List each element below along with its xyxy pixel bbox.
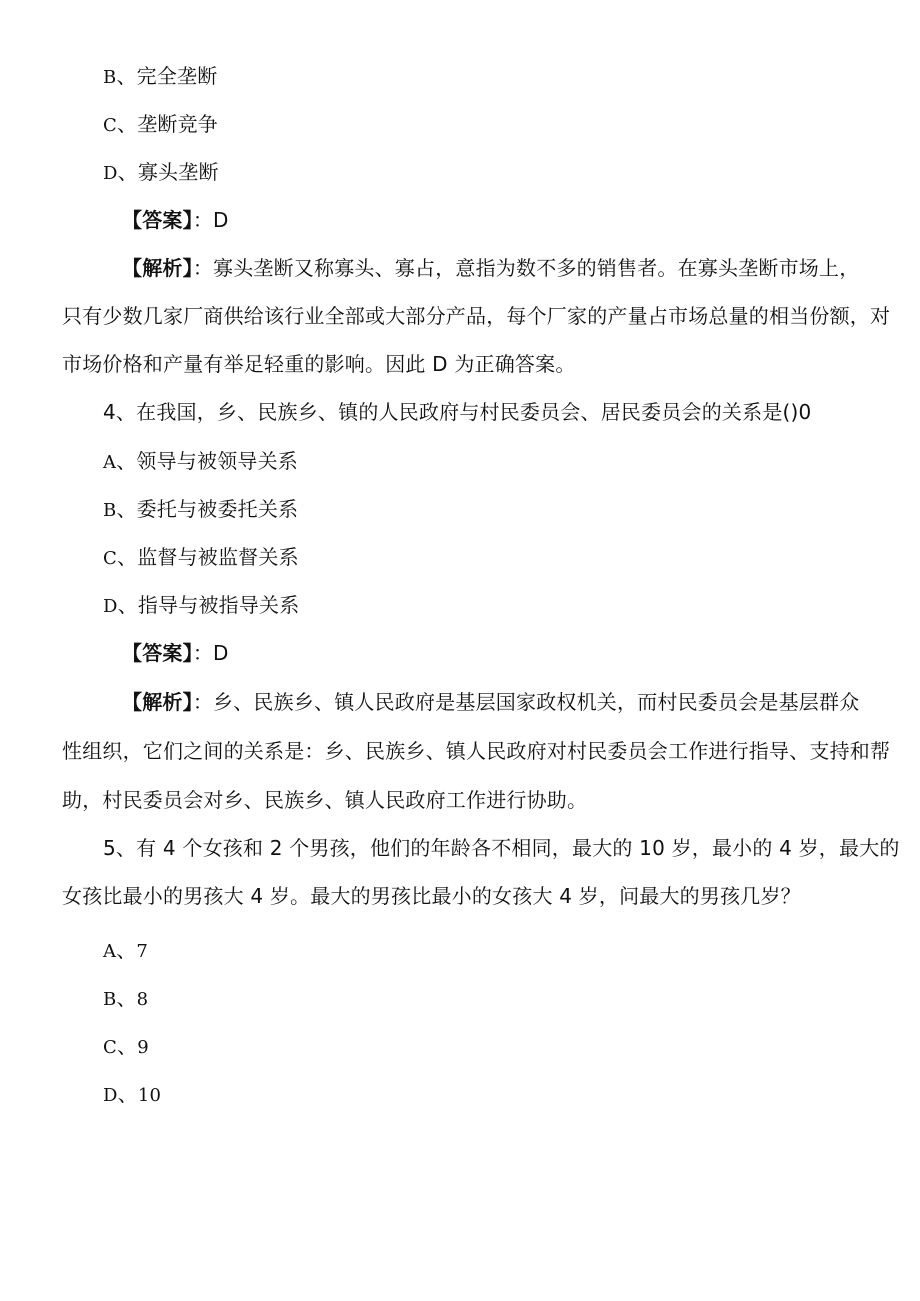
option-letter: D (103, 596, 118, 617)
option-text: 完全垄断 (136, 64, 218, 88)
option-separator: 、 (116, 938, 137, 962)
option-text: 10 (137, 1085, 162, 1106)
q3-option-b (103, 62, 217, 92)
q4-analysis-line-2: 性组织，它们之间的关系是：乡、民族乡、镇人民政府对村民委员会工作进行指导、支持和帮 (62, 739, 891, 763)
q4-answer (122, 639, 229, 667)
option-text: 垄断竞争 (137, 112, 218, 136)
analysis-label: 【解析】 (122, 256, 193, 280)
q5-option-c (103, 1032, 149, 1062)
q3-analysis-line-2: 只有少数几家厂商供给该行业全部或大部分产品，每个厂家的产量占市场总量的相当份额，对 (62, 304, 891, 328)
option-letter: B (103, 67, 117, 88)
option-text: 8 (136, 989, 149, 1010)
q4-analysis-line-1 (122, 688, 859, 716)
option-text: 指导与被指导关系 (137, 593, 300, 617)
option-text: 7 (136, 941, 149, 962)
q5-stem-line-2: 女孩比最小的男孩大 4 岁。最大的男孩比最小的女孩大 4 岁，问最大的男孩几岁？ (62, 884, 801, 908)
option-letter: B (103, 989, 117, 1010)
option-separator: 、 (116, 986, 137, 1010)
q5-option-a (103, 936, 148, 966)
q5-stem-line-1: 5、有 4 个女孩和 2 个男孩，他们的年龄各不相同，最大的 10 岁，最小的 4 岁，最大的 (103, 836, 900, 860)
answer-value: ：D (192, 641, 229, 665)
q4-analysis-line-3: 助，村民委员会对乡、民族乡、镇人民政府工作进行协助。 (62, 788, 588, 812)
q4-option-b (103, 495, 298, 525)
option-text: 委托与被委托关系 (136, 497, 299, 521)
option-separator: 、 (117, 1082, 138, 1106)
q5-option-b (103, 984, 148, 1014)
option-text: 9 (137, 1037, 149, 1058)
option-letter: D (103, 163, 118, 184)
analysis-text: ：寡头垄断又称寡头、寡占，意指为数不多的销售者。在寡头垄断市场上， (192, 256, 860, 280)
q3-option-c (103, 110, 218, 140)
answer-label: 【答案】 (122, 641, 193, 665)
option-letter: B (103, 500, 117, 521)
q4-stem: 4、在我国，乡、民族乡、镇的人民政府与村民委员会、居民委员会的关系是()0 (103, 400, 812, 424)
option-letter: D (103, 1085, 118, 1106)
option-text: 领导与被领导关系 (136, 449, 299, 473)
q3-analysis-line-1 (122, 254, 859, 282)
option-letter: C (103, 115, 117, 136)
option-text: 监督与被监督关系 (137, 545, 299, 569)
answer-value: ：D (192, 208, 229, 232)
option-separator: 、 (116, 449, 137, 473)
q4-option-a (103, 447, 298, 477)
option-separator: 、 (116, 1034, 138, 1058)
option-separator: 、 (116, 112, 138, 136)
q4-option-d (103, 591, 299, 621)
option-text: 寡头垄断 (137, 160, 219, 184)
option-letter: A (103, 941, 117, 962)
option-letter: A (103, 452, 117, 473)
analysis-label: 【解析】 (122, 690, 193, 714)
option-separator: 、 (116, 64, 137, 88)
q5-option-d (103, 1080, 161, 1110)
option-separator: 、 (116, 497, 137, 521)
answer-label: 【答案】 (122, 208, 193, 232)
option-separator: 、 (117, 160, 138, 184)
option-letter: C (103, 548, 117, 569)
q4-option-c (103, 543, 299, 573)
q3-answer (122, 206, 229, 234)
analysis-text: ：乡、民族乡、镇人民政府是基层国家政权机关，而村民委员会是基层群众 (192, 690, 860, 714)
option-letter: C (103, 1037, 117, 1058)
option-separator: 、 (116, 545, 138, 569)
q3-analysis-line-3: 市场价格和产量有举足轻重的影响。因此 D 为正确答案。 (62, 352, 576, 376)
option-separator: 、 (117, 593, 138, 617)
q3-option-d (103, 158, 219, 188)
